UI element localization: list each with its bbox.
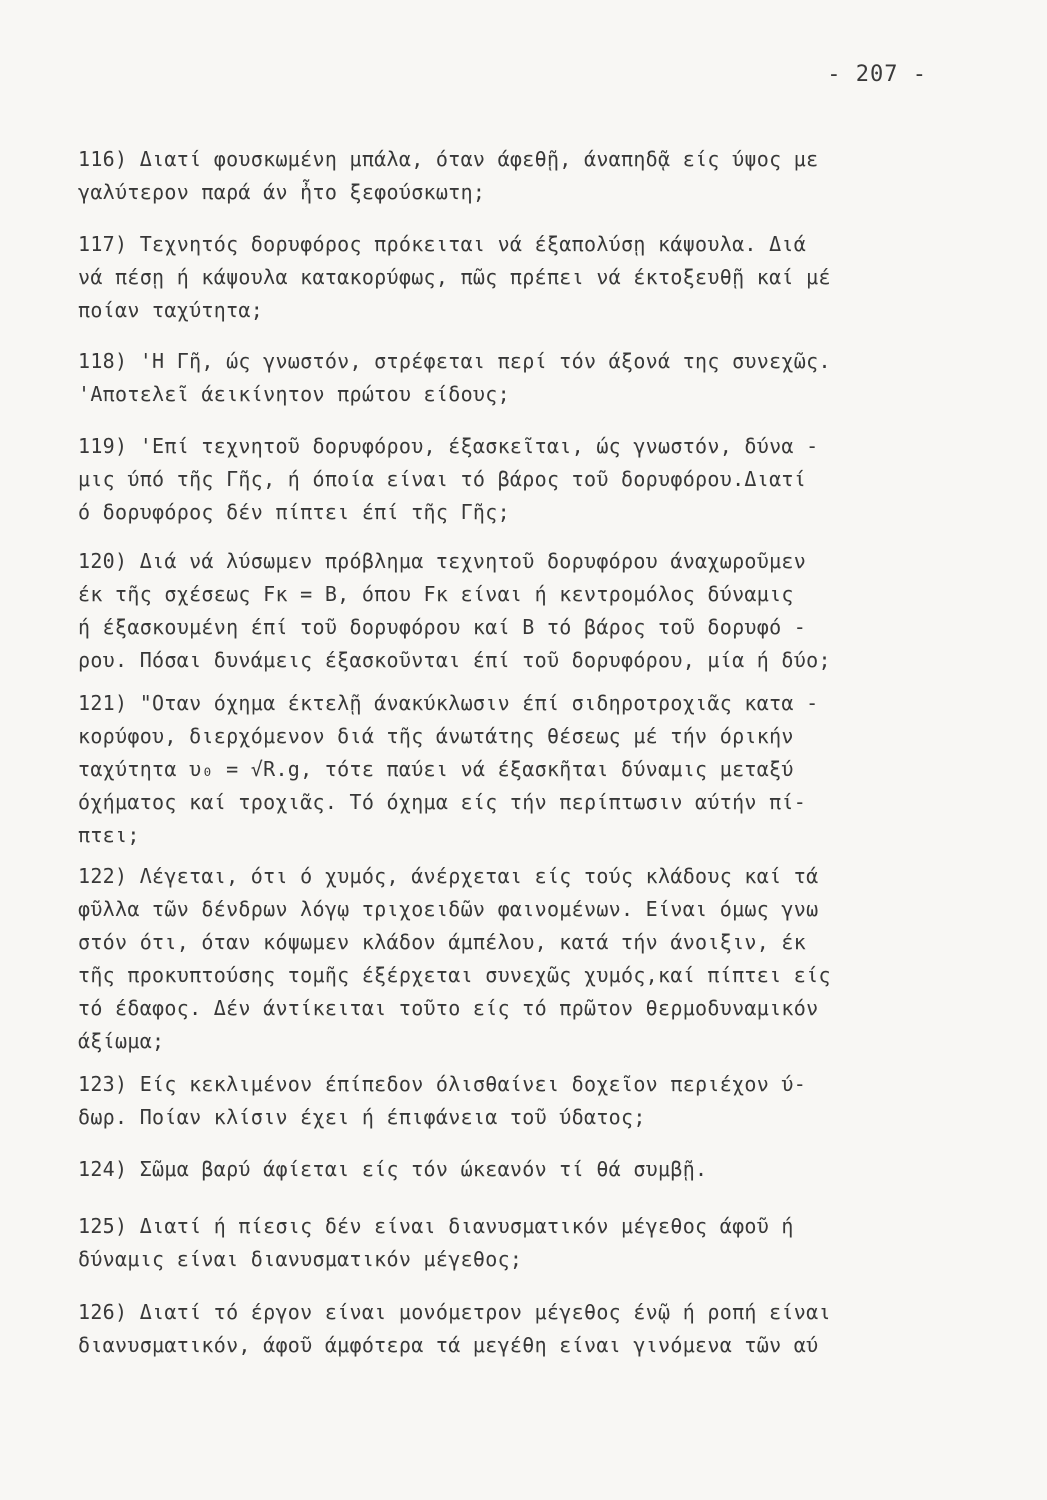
question-123: 123) Είς κεκλιμένον έπίπεδον όλισθαίνει δοχεῖον περιέχον ύ- δωρ. Ποίαν κλίσιν έχει ή έπιφάνεια τοῦ ύδατος; [78, 1072, 807, 1129]
question-124: 124) Σῶμα βαρύ άφίεται είς τόν ώκεανόν τί θά συμβῇ. [78, 1157, 708, 1181]
question-125: 125) Διατί ή πίεσις δέν είναι διανυσματικόν μέγεθος άφοῦ ή δύναμις είναι διανυσματικόν μέγεθος; [78, 1214, 794, 1271]
question-122: 122) Λέγεται, ότι ό χυμός, άνέρχεται είς τούς κλάδους καί τά φῦλλα τῶν δένδρων λόγῳ τριχοειδῶν φαινομένων. Είναι όμως γνω στόν ότι, όταν κόψωμεν κλάδον άμπέλου, κατά τήν άνοιξιν, έκ τῆς προκυπτούσης τομῆς έξέρχεται συνεχῶς χυμός,καί πίπτει είς τό έδαφος. Δέν άντίκειται τοῦτο είς τό πρῶτον θερμοδυναμικόν άξίωμα; [78, 864, 831, 1053]
question-117: 117) Τεχνητός δορυφόρος πρόκειται νά έξαπολύσῃ κάψουλα. Διά νά πέσῃ ή κάψουλα κατακορύφως, πῶς πρέπει νά έκτοξευθῇ καί μέ ποίαν ταχύτητα; [78, 232, 831, 322]
question-116: 116) Διατί φουσκωμένη μπάλα, όταν άφεθῇ, άναπηδᾷ είς ύψος με γαλύτερον παρά άν ἦτο ξεφούσκωτη; [78, 147, 819, 204]
page-number: - 207 - [827, 62, 927, 87]
question-118: 118) 'Η Γῆ, ώς γνωστόν, στρέφεται περί τόν άξονά της συνεχῶς. 'Αποτελεῖ άεικίνητον πρώτου είδους; [78, 349, 831, 406]
question-126: 126) Διατί τό έργον είναι μονόμετρον μέγεθος ένῷ ή ροπή είναι διανυσματικόν, άφοῦ άμφότερα τά μεγέθη είναι γινόμενα τῶν αύ [78, 1300, 831, 1357]
question-121: 121) "Οταν όχημα έκτελῇ άνακύκλωσιν έπί σιδηροτροχιᾶς κατα - κορύφου, διερχόμενον διά τῆς άνωτάτης θέσεως μέ τήν όρικήν ταχύτητα υ₀ = √R.g, τότε παύει νά έξασκῆται δύναμις μεταξύ όχήματος καί τροχιᾶς. Τό όχημα είς τήν περίπτωσιν αύτήν πί- πτει; [78, 691, 819, 847]
question-120: 120) Διά νά λύσωμεν πρόβλημα τεχνητοῦ δορυφόρου άναχωροῦμεν έκ τῆς σχέσεως Fκ = Β, όπου Fκ είναι ή κεντρομόλος δύναμις ή έξασκουμένη έπί τοῦ δορυφόρου καί Β τό βάρος τοῦ δορυφό - ρου. Πόσαι δυνάμεις έξασκοῦνται έπί τοῦ δορυφόρου, μία ή δύο; [78, 549, 831, 672]
question-119: 119) 'Επί τεχνητοῦ δορυφόρου, έξασκεῖται, ώς γνωστόν, δύνα - μις ύπό τῆς Γῆς, ή όποία είναι τό βάρος τοῦ δορυφόρου.Διατί ό δορυφόρος δέν πίπτει έπί τῆς Γῆς; [78, 434, 819, 524]
